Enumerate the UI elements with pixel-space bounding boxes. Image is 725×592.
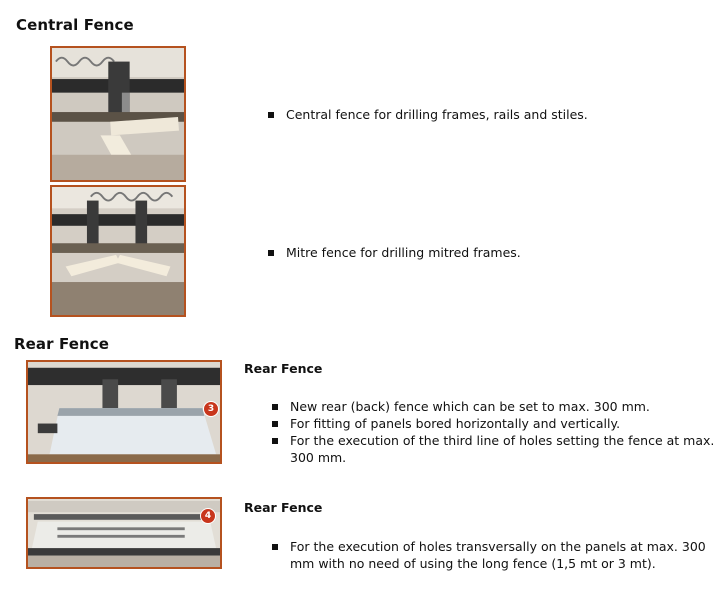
bullet-item: Mitre fence for drilling mitred frames. [268,244,708,261]
bullet-item: For the execution of the third line of holes setting the fence at max. 300 mm. [272,432,716,466]
photo-number-badge: 4 [200,508,216,524]
bullet-item: For fitting of panels bored horizontally and vertically. [272,415,716,432]
section-title-rear-fence: Rear Fence [14,335,110,353]
section-title-central-fence: Central Fence [16,16,134,34]
central-fence-bullets [268,106,708,123]
rear-fence-bullets-1 [272,398,716,466]
bullet-item: For the execution of holes transversally on the panels at max. 300 mm with no need of using the long fence (1,5 mt or 3 mt). [272,538,712,572]
mitre-fence-photo [50,185,186,317]
rear-fence-photo-1 [26,360,222,464]
central-fence-photo [50,46,186,182]
rear-fence-subtitle-1: Rear Fence [244,361,323,376]
bullet-item: Central fence for drilling frames, rails and stiles. [268,106,708,123]
rear-fence-photo-2 [26,497,222,569]
photo-number-badge: 3 [203,401,219,417]
bullet-item: New rear (back) fence which can be set to max. 300 mm. [272,398,716,415]
mitre-fence-bullets [268,244,708,261]
rear-fence-subtitle-2: Rear Fence [244,500,323,515]
rear-fence-bullets-2 [272,538,712,572]
